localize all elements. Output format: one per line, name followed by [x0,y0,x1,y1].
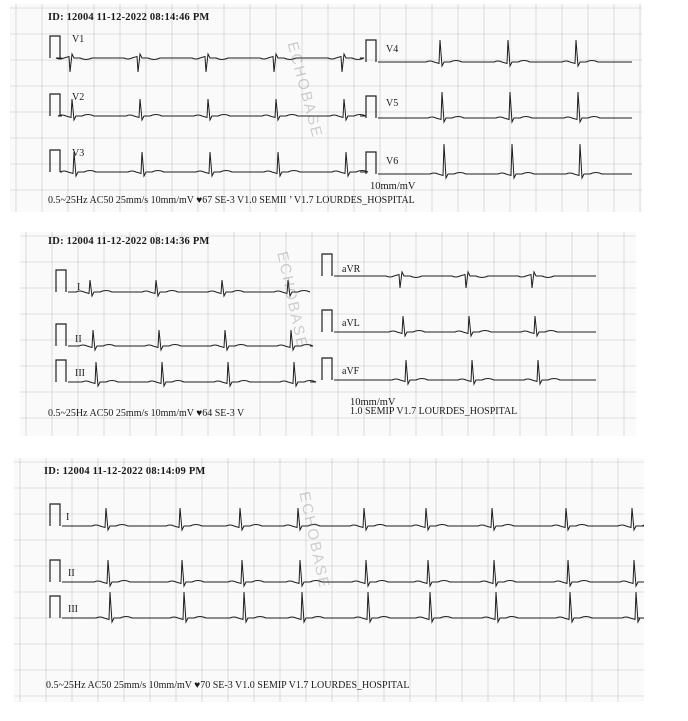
trace-ii-rhythm [62,560,644,586]
lead-label-avr: aVR [342,264,361,275]
cal-pulse-v2 [50,94,60,116]
strip-1-grid-lines [10,4,642,212]
lead-label-iii-rhythm: III [68,604,78,615]
cal-pulse-iii-rhythm [50,596,60,618]
lead-label-v1: V1 [72,34,85,45]
watermark-2: ECHOBASE [273,250,311,351]
watermark-1: ECHOBASE [283,40,326,141]
trace-avl [334,316,596,336]
trace-iii-rhythm [62,592,644,622]
lead-label-v3: V3 [72,148,85,159]
trace-v4 [378,40,632,66]
strip-2-gain-note: 10mm/mV [350,397,396,408]
ecg-strip-2 [20,232,636,436]
lead-label-v2: V2 [72,92,85,103]
ecg-grid-1 [10,4,642,212]
cal-pulse-i [56,270,66,292]
lead-label-v4: V4 [386,44,399,55]
trace-iii [68,362,316,386]
cal-pulse-v6 [366,152,376,174]
lead-label-ii: II [75,334,82,345]
ecg-strip-1 [10,4,642,212]
cal-pulse-avl [322,310,332,332]
cal-pulse-v5 [366,96,376,118]
ecg-grid-2 [20,232,636,436]
lead-label-avf: aVF [342,366,360,377]
strip-2-footer-cont: 1.0 SEMIP V1.7 LOURDES_HOSPITAL [350,406,518,417]
trace-v1 [56,54,364,72]
trace-i-rhythm [62,508,644,530]
strip-1-footer: 0.5~25Hz AC50 25mm/s 10mm/mV ♥67 SE-3 V1.0 SEMII ’ V1.7 LOURDES_HOSPITAL [48,195,415,206]
lead-label-v5: V5 [386,98,399,109]
lead-label-i-rhythm: I [66,512,70,523]
strip-2-grid-lines [20,232,636,436]
watermark-3: ECHOBASE [295,490,333,591]
strip-1-header: ID: 12004 11-12-2022 08:14:46 PM [48,12,210,23]
lead-label-i: I [77,282,81,293]
trace-v5 [378,92,632,122]
strip-2-header: ID: 12004 11-12-2022 08:14:36 PM [48,236,210,247]
cal-pulse-iii [56,360,66,382]
cal-pulse-v1 [50,36,60,58]
lead-label-iii: III [75,368,85,379]
lead-label-v6: V6 [386,156,399,167]
strip-3-footer: 0.5~25Hz AC50 25mm/s 10mm/mV ♥70 SE-3 V1.0 SEMIP V1.7 LOURDES_HOSPITAL [46,680,410,691]
trace-avr [334,272,596,288]
lead-label-avl: aVL [342,318,360,329]
cal-pulse-ii-rhythm [50,560,60,582]
cal-pulse-v4 [366,40,376,62]
strip-1-gain-note: 10mm/mV [370,181,416,192]
cal-pulse-ii [56,324,66,346]
cal-pulse-avf [322,358,332,380]
trace-avf [334,360,596,384]
strip-3-header: ID: 12004 11-12-2022 08:14:09 PM [44,466,206,477]
cal-pulse-avr [322,254,332,276]
cal-pulse-v3 [50,150,60,172]
cal-pulse-i-rhythm [50,504,60,526]
trace-v6 [378,144,632,178]
strip-2-footer: 0.5~25Hz AC50 25mm/s 10mm/mV ♥64 SE-3 V [48,408,245,419]
lead-label-ii-rhythm: II [68,568,75,579]
